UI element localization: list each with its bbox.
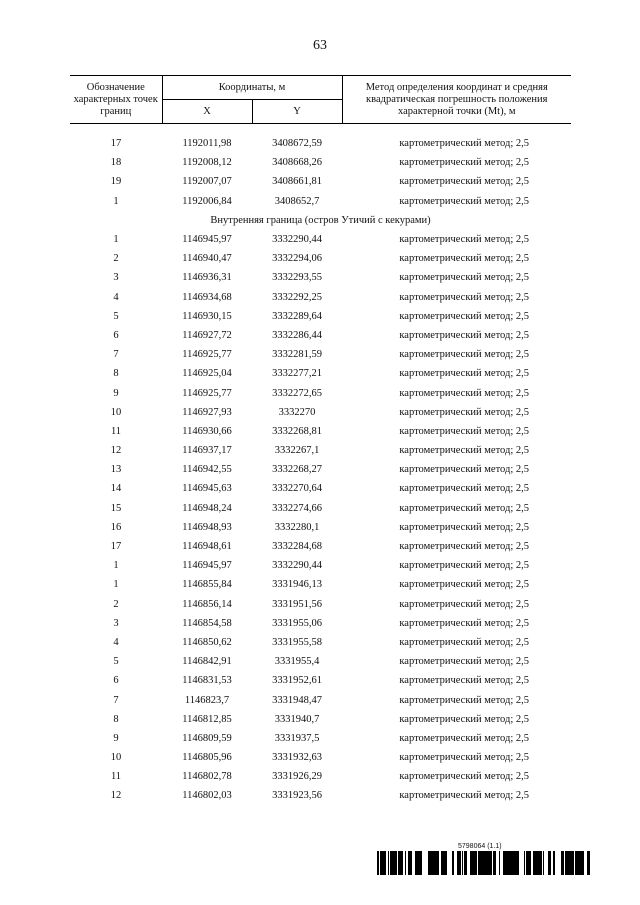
table-row <box>70 134 571 153</box>
y-cell: 3331946,13 <box>272 579 322 591</box>
x-cell: 1146945,97 <box>182 560 232 572</box>
y-cell: 3408672,59 <box>272 138 322 150</box>
method-cell: картометрический метод; 2,5 <box>399 560 530 572</box>
table-row <box>70 537 571 556</box>
method-cell: картометрический метод; 2,5 <box>399 752 530 764</box>
point-id-cell: 13 <box>110 464 122 476</box>
method-cell: картометрический метод; 2,5 <box>399 176 530 188</box>
point-id-cell: 17 <box>110 138 122 150</box>
x-cell: 1146856,14 <box>182 598 232 610</box>
point-id-cell: 2 <box>113 598 119 610</box>
table-row <box>70 767 571 786</box>
point-id-cell: 1 <box>113 195 119 207</box>
method-cell: картометрический метод; 2,5 <box>399 636 530 648</box>
y-cell: 3331937,5 <box>274 732 320 744</box>
point-id-cell: 4 <box>113 291 119 303</box>
point-id-cell: 14 <box>110 483 122 495</box>
y-cell: 3332286,44 <box>272 329 322 341</box>
point-id-cell: 3 <box>113 272 119 284</box>
point-id-cell: 7 <box>113 694 119 706</box>
method-cell: картометрический метод; 2,5 <box>399 368 530 380</box>
section-title: Внутренняя граница (остров Утичий с кекурами) <box>210 214 431 226</box>
barcode <box>376 851 590 875</box>
method-cell: картометрический метод; 2,5 <box>399 464 530 476</box>
point-id-cell: 8 <box>113 713 119 725</box>
y-cell: 3332280,1 <box>274 521 320 533</box>
table-row <box>70 652 571 671</box>
y-cell: 3331923,56 <box>272 790 322 802</box>
y-cell: 3331926,29 <box>272 771 322 783</box>
table-row <box>70 460 571 479</box>
y-cell: 3331955,06 <box>272 617 322 629</box>
method-cell: картометрический метод; 2,5 <box>399 291 530 303</box>
table-row <box>70 326 571 345</box>
table-body-outer <box>70 134 571 211</box>
point-id-cell: 16 <box>110 521 122 533</box>
method-cell: картометрический метод; 2,5 <box>399 157 530 169</box>
method-cell: картометрический метод; 2,5 <box>399 387 530 399</box>
y-cell: 3332293,55 <box>272 272 322 284</box>
table-body-inner <box>70 230 571 806</box>
x-cell: 1146927,93 <box>182 406 232 418</box>
method-cell: картометрический метод; 2,5 <box>399 445 530 457</box>
header-x: X <box>162 100 252 124</box>
table-row <box>70 153 571 172</box>
x-cell: 1146831,53 <box>182 675 232 687</box>
y-cell: 3331952,61 <box>272 675 322 687</box>
table-row <box>70 671 571 690</box>
point-id-cell: 5 <box>113 310 119 322</box>
point-id-cell: 3 <box>113 617 119 629</box>
x-cell: 1146948,93 <box>182 521 232 533</box>
y-cell: 3331932,63 <box>272 752 322 764</box>
method-cell: картометрический метод; 2,5 <box>399 195 530 207</box>
y-cell: 3332270,64 <box>272 483 322 495</box>
table-row <box>70 499 571 518</box>
point-id-cell: 9 <box>113 732 119 744</box>
point-id-cell: 19 <box>110 176 122 188</box>
y-cell: 3408661,81 <box>272 176 322 188</box>
method-cell: картометрический метод; 2,5 <box>399 425 530 437</box>
y-cell: 3332281,59 <box>272 349 322 361</box>
y-cell: 3408668,26 <box>272 157 322 169</box>
y-cell: 3332290,44 <box>272 234 322 246</box>
table-row <box>70 403 571 422</box>
x-cell: 1146809,59 <box>182 732 232 744</box>
table-row <box>70 441 571 460</box>
x-cell: 1146805,96 <box>182 752 232 764</box>
point-id-cell: 4 <box>113 636 119 648</box>
table-row <box>70 192 571 211</box>
point-id-cell: 9 <box>113 387 119 399</box>
point-id-cell: 10 <box>110 752 122 764</box>
x-cell: 1146942,55 <box>182 464 232 476</box>
method-cell: картометрический метод; 2,5 <box>399 771 530 783</box>
method-cell: картометрический метод; 2,5 <box>399 272 530 284</box>
point-id-cell: 6 <box>113 329 119 341</box>
y-cell: 3332268,27 <box>272 464 322 476</box>
table-row <box>70 268 571 287</box>
x-cell: 1146927,72 <box>182 329 232 341</box>
header-method: Метод определения координат и средняя квадратическая погрешность положения характерной точки (Мt), м <box>342 76 571 124</box>
table-row <box>70 575 571 594</box>
x-cell: 1146842,91 <box>182 656 232 668</box>
method-cell: картометрический метод; 2,5 <box>399 579 530 591</box>
header-point-designation: Обозначение характерных точек границ <box>70 76 162 124</box>
x-cell: 1146823,7 <box>184 694 230 706</box>
x-cell: 1146854,58 <box>182 617 232 629</box>
method-cell: картометрический метод; 2,5 <box>399 541 530 553</box>
y-cell: 3332272,65 <box>272 387 322 399</box>
table-row <box>70 345 571 364</box>
point-id-cell: 5 <box>113 656 119 668</box>
x-cell: 1146802,03 <box>182 790 232 802</box>
method-cell: картометрический метод; 2,5 <box>399 732 530 744</box>
y-cell: 3331955,4 <box>274 656 320 668</box>
table-row <box>70 595 571 614</box>
point-id-cell: 2 <box>113 253 119 265</box>
table-row <box>70 614 571 633</box>
x-cell: 1146850,62 <box>182 636 232 648</box>
table-row <box>70 172 571 191</box>
method-cell: картометрический метод; 2,5 <box>399 713 530 725</box>
x-cell: 1192006,84 <box>182 195 232 207</box>
x-cell: 1146925,04 <box>182 368 232 380</box>
y-cell: 3331951,56 <box>272 598 322 610</box>
table-row <box>70 556 571 575</box>
x-cell: 1146925,77 <box>182 387 232 399</box>
x-cell: 1146937,17 <box>182 445 232 457</box>
point-id-cell: 1 <box>113 234 119 246</box>
method-cell: картометрический метод; 2,5 <box>399 656 530 668</box>
x-cell: 1146945,63 <box>182 483 232 495</box>
table-row <box>70 690 571 709</box>
y-cell: 3331955,58 <box>272 636 322 648</box>
method-cell: картометрический метод; 2,5 <box>399 310 530 322</box>
x-cell: 1146930,66 <box>182 425 232 437</box>
table-row <box>70 383 571 402</box>
method-cell: картометрический метод; 2,5 <box>399 138 530 150</box>
table-row <box>70 422 571 441</box>
y-cell: 3331948,47 <box>272 694 322 706</box>
method-cell: картометрический метод; 2,5 <box>399 234 530 246</box>
y-cell: 3332270 <box>278 406 316 418</box>
table-row <box>70 518 571 537</box>
x-cell: 1146925,77 <box>182 349 232 361</box>
table-row <box>70 230 571 249</box>
point-id-cell: 7 <box>113 349 119 361</box>
method-cell: картометрический метод; 2,5 <box>399 406 530 418</box>
x-cell: 1146948,24 <box>182 502 232 514</box>
document-code: 5798064 (1.1) <box>458 843 502 850</box>
table-row <box>70 288 571 307</box>
point-id-cell: 10 <box>110 406 122 418</box>
table-section <box>70 211 571 230</box>
x-cell: 1192011,98 <box>182 138 232 150</box>
point-id-cell: 18 <box>110 157 122 169</box>
coordinates-table <box>70 75 571 806</box>
x-cell: 1146940,47 <box>182 253 232 265</box>
y-cell: 3332284,68 <box>272 541 322 553</box>
method-cell: картометрический метод; 2,5 <box>399 253 530 265</box>
method-cell: картометрический метод; 2,5 <box>399 521 530 533</box>
table-row <box>70 307 571 326</box>
method-cell: картометрический метод; 2,5 <box>399 790 530 802</box>
table-row <box>70 479 571 498</box>
x-cell: 1146934,68 <box>182 291 232 303</box>
point-id-cell: 8 <box>113 368 119 380</box>
y-cell: 3332277,21 <box>272 368 322 380</box>
method-cell: картометрический метод; 2,5 <box>399 329 530 341</box>
table-row <box>70 633 571 652</box>
y-cell: 3332292,25 <box>272 291 322 303</box>
table-row <box>70 249 571 268</box>
x-cell: 1146948,61 <box>182 541 232 553</box>
method-cell: картометрический метод; 2,5 <box>399 502 530 514</box>
header-coordinates: Координаты, м <box>162 76 342 100</box>
page-number: 63 <box>313 38 327 53</box>
point-id-cell: 15 <box>110 502 122 514</box>
method-cell: картометрический метод; 2,5 <box>399 598 530 610</box>
point-id-cell: 11 <box>110 425 122 437</box>
y-cell: 3332268,81 <box>272 425 322 437</box>
x-cell: 1192008,12 <box>182 157 232 169</box>
x-cell: 1146930,15 <box>182 310 232 322</box>
x-cell: 1146945,97 <box>182 234 232 246</box>
point-id-cell: 12 <box>110 445 122 457</box>
y-cell: 3332294,06 <box>272 253 322 265</box>
point-id-cell: 1 <box>113 560 119 572</box>
method-cell: картометрический метод; 2,5 <box>399 675 530 687</box>
y-cell: 3332290,44 <box>272 560 322 572</box>
x-cell: 1146936,31 <box>182 272 232 284</box>
y-cell: 3332267,1 <box>274 445 320 457</box>
point-id-cell: 6 <box>113 675 119 687</box>
y-cell: 3332274,66 <box>272 502 322 514</box>
table-row <box>70 748 571 767</box>
point-id-cell: 17 <box>110 541 122 553</box>
x-cell: 1146855,84 <box>182 579 232 591</box>
method-cell: картометрический метод; 2,5 <box>399 483 530 495</box>
x-cell: 1146802,78 <box>182 771 232 783</box>
y-cell: 3408652,7 <box>274 195 320 207</box>
y-cell: 3332289,64 <box>272 310 322 322</box>
x-cell: 1192007,07 <box>182 176 232 188</box>
method-cell: картометрический метод; 2,5 <box>399 694 530 706</box>
y-cell: 3331940,7 <box>274 713 320 725</box>
x-cell: 1146812,85 <box>182 713 232 725</box>
table-row <box>70 710 571 729</box>
point-id-cell: 1 <box>113 579 119 591</box>
header-y: Y <box>252 100 342 124</box>
table-row <box>70 729 571 748</box>
method-cell: картометрический метод; 2,5 <box>399 349 530 361</box>
table-row <box>70 786 571 805</box>
method-cell: картометрический метод; 2,5 <box>399 617 530 629</box>
point-id-cell: 12 <box>110 790 122 802</box>
point-id-cell: 11 <box>110 771 122 783</box>
table-row <box>70 364 571 383</box>
